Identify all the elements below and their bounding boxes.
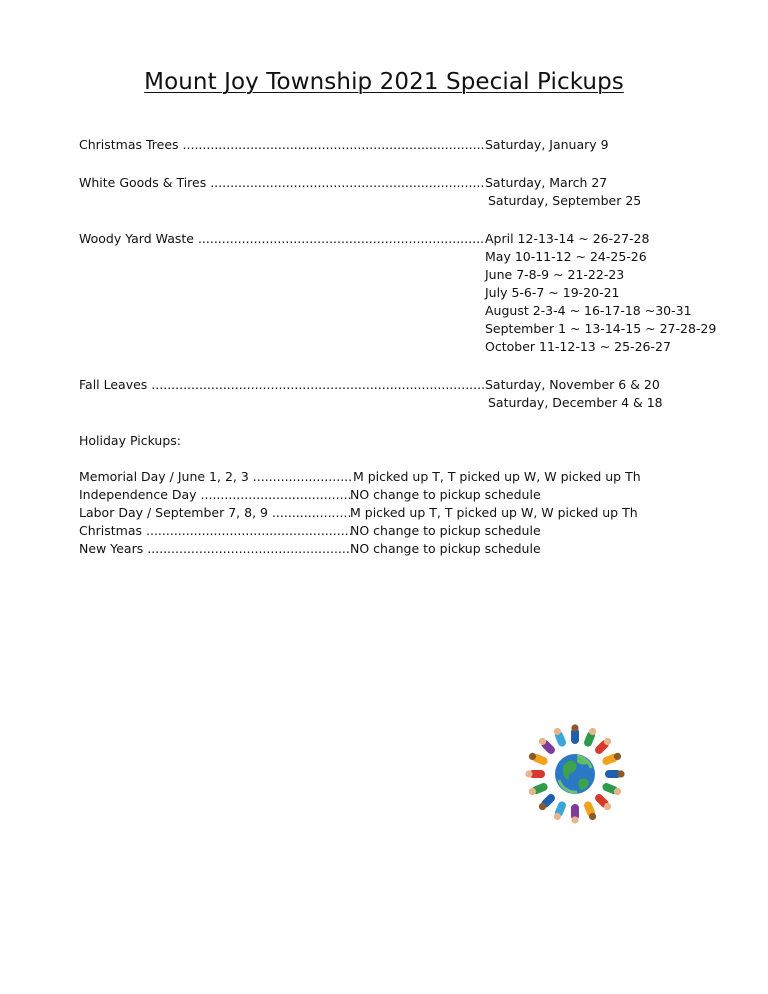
holiday-schedule: NO change to pickup schedule xyxy=(350,523,541,538)
pickup-date: Saturday, November 6 & 20 xyxy=(485,377,660,392)
pickup-label: Woody Yard Waste ..... xyxy=(79,230,485,248)
holiday-schedule: NO change to pickup schedule xyxy=(350,487,541,502)
pickup-date: October 11-12-13 ~ 25-26-27 xyxy=(485,339,671,354)
pickup-date: Saturday, September 25 xyxy=(488,193,642,208)
pickup-date: May 10-11-12 ~ 24-25-26 xyxy=(485,249,647,264)
pickup-date: April 12-13-14 ~ 26-27-28 xyxy=(485,231,650,246)
pickup-date: Saturday, March 27 xyxy=(485,175,608,190)
people-around-globe-icon xyxy=(519,718,631,830)
pickup-date: Saturday, December 4 & 18 xyxy=(488,395,663,410)
pickup-date: Saturday, January 9 xyxy=(485,137,609,152)
holiday-heading: Holiday Pickups: xyxy=(79,433,182,448)
title-text: Mount Joy Township 2021 Special Pickups xyxy=(144,69,624,95)
pickup-date: June 7-8-9 ~ 21-22-23 xyxy=(485,267,625,282)
pickup-date: July 5-6-7 ~ 19-20-21 xyxy=(485,285,620,300)
pickup-label: White Goods & Tires ..... xyxy=(79,174,485,192)
holiday-schedule: NO change to pickup schedule xyxy=(350,541,541,556)
holiday-schedule: M picked up T, T picked up W, W picked up Th xyxy=(350,505,638,520)
pickup-date: August 2-3-4 ~ 16-17-18 ~30-31 xyxy=(485,303,692,318)
pickup-label: Christmas Trees ..... xyxy=(79,136,485,154)
holiday-label: Christmas ..... xyxy=(79,522,351,540)
pickup-label: Fall Leaves ..... xyxy=(79,376,485,394)
holiday-label: Labor Day / September 7, 8, 9 ..... xyxy=(79,504,351,522)
pickup-date: September 1 ~ 13-14-15 ~ 27-28-29 xyxy=(485,321,717,336)
page-title xyxy=(0,68,768,96)
holiday-label: Independence Day ..... xyxy=(79,486,351,504)
holiday-label: New Years ..... xyxy=(79,540,351,558)
holiday-label: Memorial Day / June 1, 2, 3 ..... xyxy=(79,468,351,486)
holiday-schedule: M picked up T, T picked up W, W picked up Th xyxy=(349,469,641,484)
